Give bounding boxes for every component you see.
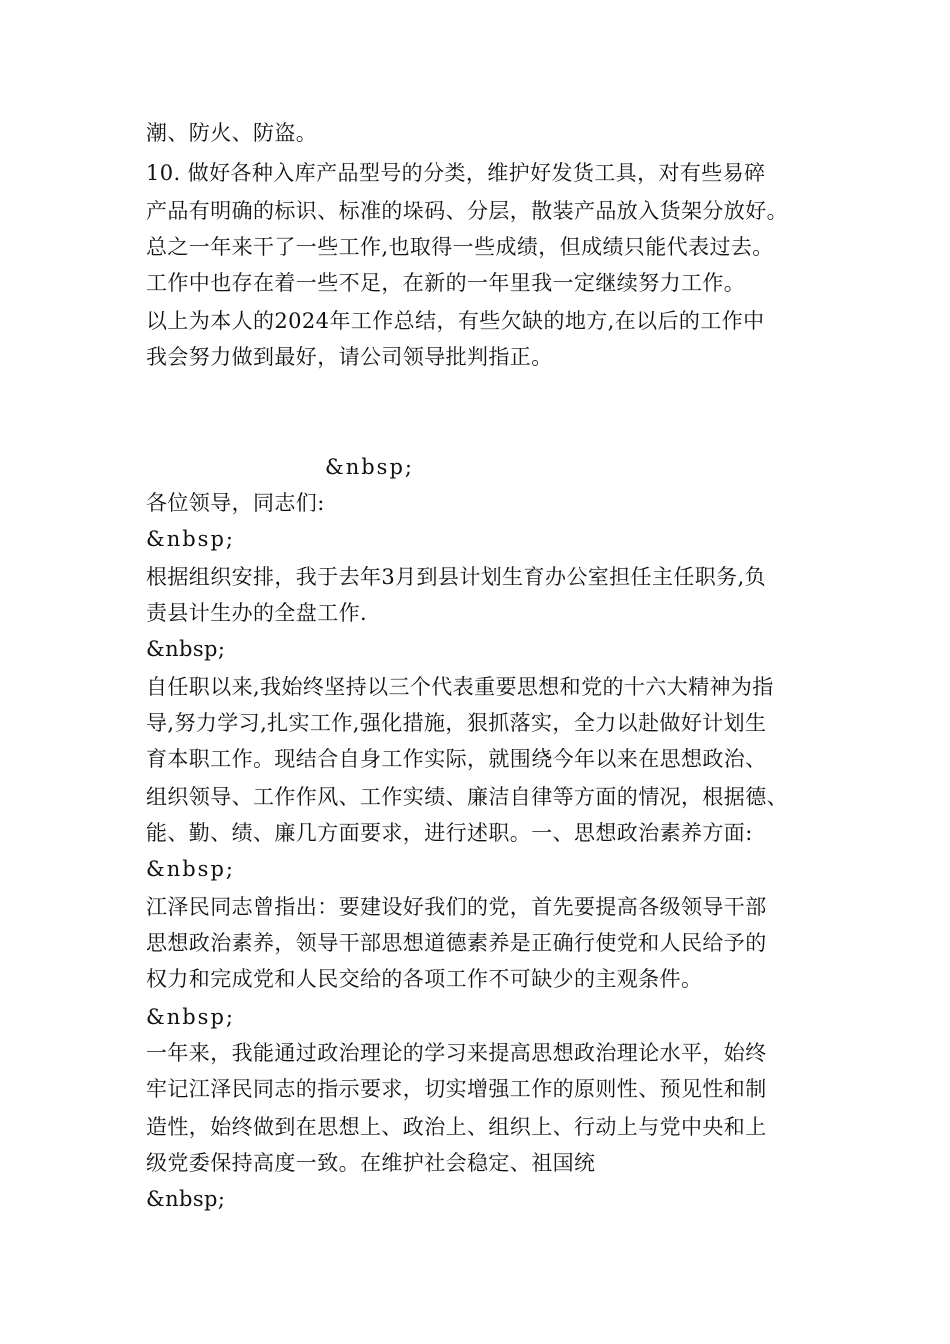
nbsp-line-6: &nbsp;	[146, 1187, 226, 1211]
text-line-12: 育本职工作。现结合自身工作实际，就围绕今年以来在思想政治、	[146, 747, 767, 771]
text-line-9: 责县计生办的全盘工作.	[146, 601, 368, 625]
text-line-21: 级党委保持高度一致。在维护社会稳定、祖国统	[146, 1151, 596, 1175]
text-line-17: 权力和完成党和人民交给的各项工作不可缺少的主观条件。	[146, 967, 703, 991]
text-line-6: 以上为本人的2024年工作总结，有些欠缺的地方,在以后的工作中	[146, 309, 765, 333]
text-line-18: 一年来，我能通过政治理论的学习来提高思想政治理论水平，始终	[146, 1041, 767, 1065]
nbsp-line-4: &nbsp;	[146, 857, 235, 881]
text-line-5: 工作中也存在着一些不足，在新的一年里我一定继续努力工作。	[146, 271, 746, 295]
nbsp-line-3: &nbsp;	[146, 637, 226, 661]
text-line-20: 造性，始终做到在思想上、政治上、组织上、行动上与党中央和上	[146, 1115, 767, 1139]
nbsp-line-5: &nbsp;	[146, 1005, 235, 1029]
text-line-1: 潮、防火、防盗。	[146, 121, 318, 145]
text-line-11: 导,努力学习,扎实工作,强化措施，狠抓落实，全力以赴做好计划生	[146, 711, 767, 735]
text-line-4: 总之一年来干了一些工作,也取得一些成绩，但成绩只能代表过去。	[146, 235, 774, 259]
text-line-15: 江泽民同志曾指出：要建设好我们的党，首先要提高各级领导干部	[146, 895, 767, 919]
nbsp-line-1: &nbsp;	[325, 455, 414, 479]
text-line-7: 我会努力做到最好，请公司领导批判指正。	[146, 345, 553, 369]
text-line-14: 能、勤、绩、廉几方面要求，进行述职。一、思想政治素养方面:	[146, 821, 753, 845]
salutation: 各位领导，同志们:	[146, 491, 325, 515]
text-line-13: 组织领导、工作作风、工作实绩、廉洁自律等方面的情况，根据德、	[146, 785, 788, 809]
text-line-3: 产品有明确的标识、标准的垛码、分层，散装产品放入货架分放好。	[146, 199, 788, 223]
nbsp-line-2: &nbsp;	[146, 527, 235, 551]
text-line-8: 根据组织安排，我于去年3月到县计划生育办公室担任主任职务,负	[146, 565, 767, 589]
text-line-16: 思想政治素养，领导干部思想道德素养是正确行使党和人民给予的	[146, 931, 767, 955]
text-line-10: 自任职以来,我始终坚持以三个代表重要思想和党的十六大精神为指	[146, 675, 774, 699]
text-line-2: 10. 做好各种入库产品型号的分类，维护好发货工具，对有些易碎	[146, 161, 766, 185]
text-line-19: 牢记江泽民同志的指示要求，切实增强工作的原则性、预见性和制	[146, 1077, 767, 1101]
